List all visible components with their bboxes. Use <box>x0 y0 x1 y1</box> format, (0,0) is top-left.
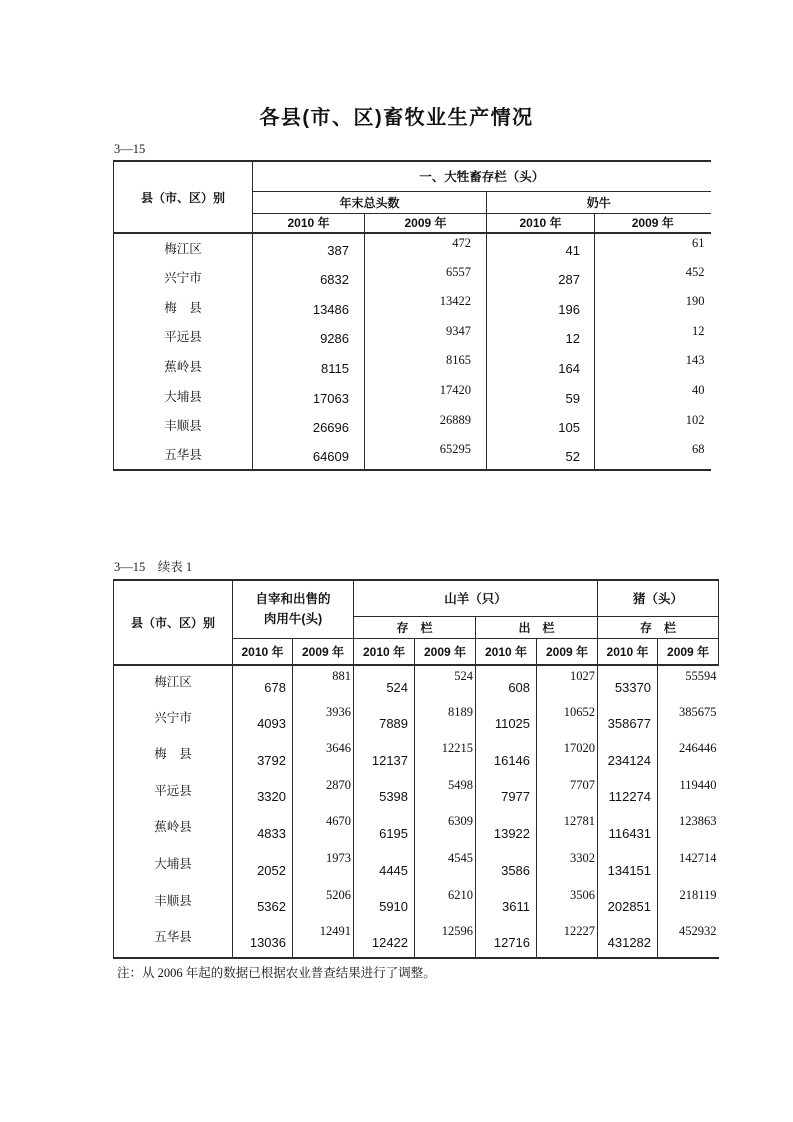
subgroup-header-inventory: 存 栏 <box>598 616 719 638</box>
year-header: 2010 年 <box>598 638 658 665</box>
table-row <box>114 665 719 702</box>
subgroup-header-slaughtered: 出 栏 <box>476 616 598 638</box>
data-cell: 13922 <box>476 811 537 848</box>
data-cell: 55594 <box>658 665 719 702</box>
data-cell: 1027 <box>537 665 598 702</box>
data-cell: 5362 <box>233 885 293 922</box>
data-cell: 5910 <box>354 885 415 922</box>
table-row <box>114 738 719 775</box>
group-header-beef-cattle <box>233 580 354 638</box>
data-cell: 6195 <box>354 811 415 848</box>
table-row <box>114 381 711 411</box>
data-cell: 68 <box>595 440 711 470</box>
data-cell: 190 <box>595 292 711 322</box>
table-row <box>114 440 711 470</box>
data-cell: 3611 <box>476 885 537 922</box>
data-cell: 385675 <box>658 702 719 739</box>
year-header: 2009 年 <box>595 213 711 233</box>
table-row <box>114 411 711 441</box>
data-cell: 3646 <box>293 738 354 775</box>
table-row <box>114 233 711 263</box>
data-cell: 678 <box>233 665 293 702</box>
footnote: 注：从 2006 年起的数据已根据农业普查结果进行了调整。 <box>117 966 436 980</box>
data-cell: 524 <box>354 665 415 702</box>
county-cell: 梅 县 <box>154 747 192 762</box>
year-header: 2010 年 <box>233 638 293 665</box>
county-cell: 五华县 <box>164 447 202 462</box>
table2-label: 3—15 续表 1 <box>114 560 193 574</box>
data-cell: 3586 <box>476 848 537 885</box>
group-header-goats: 山羊（只） <box>354 580 598 616</box>
subgroup-header-dairy: 奶牛 <box>487 191 711 213</box>
data-cell: 4445 <box>354 848 415 885</box>
table-row <box>114 322 711 352</box>
data-cell: 13486 <box>253 292 365 322</box>
data-cell: 134151 <box>598 848 658 885</box>
data-cell: 5206 <box>293 885 354 922</box>
table-row <box>114 775 719 812</box>
data-cell: 12215 <box>415 738 476 775</box>
data-cell: 142714 <box>658 848 719 885</box>
data-cell: 202851 <box>598 885 658 922</box>
data-cell: 12137 <box>354 738 415 775</box>
data-cell: 6832 <box>253 263 365 293</box>
data-cell: 11025 <box>476 702 537 739</box>
year-header: 2009 年 <box>658 638 719 665</box>
subgroup-header-inventory: 存 栏 <box>354 616 476 638</box>
data-cell: 8165 <box>365 351 487 381</box>
data-cell: 53370 <box>598 665 658 702</box>
data-cell: 112274 <box>598 775 658 812</box>
data-cell: 10652 <box>537 702 598 739</box>
year-header: 2010 年 <box>476 638 537 665</box>
table-livestock-main <box>113 160 711 471</box>
data-cell: 6309 <box>415 811 476 848</box>
table-row <box>114 811 719 848</box>
county-cell: 梅江区 <box>164 241 202 256</box>
data-cell: 881 <box>293 665 354 702</box>
data-cell: 234124 <box>598 738 658 775</box>
year-header: 2009 年 <box>365 213 487 233</box>
data-cell: 3320 <box>233 775 293 812</box>
table-row <box>114 351 711 381</box>
data-cell: 9286 <box>253 322 365 352</box>
data-cell: 358677 <box>598 702 658 739</box>
data-cell: 5398 <box>354 775 415 812</box>
year-header: 2010 年 <box>354 638 415 665</box>
data-cell: 12 <box>487 322 595 352</box>
county-cell: 兴宁市 <box>154 710 192 725</box>
data-cell: 3792 <box>233 738 293 775</box>
county-cell: 平远县 <box>154 783 192 798</box>
data-cell: 102 <box>595 411 711 441</box>
table-row <box>114 885 719 922</box>
data-cell: 7977 <box>476 775 537 812</box>
data-cell: 17020 <box>537 738 598 775</box>
data-cell: 3506 <box>537 885 598 922</box>
data-cell: 3936 <box>293 702 354 739</box>
data-cell: 4545 <box>415 848 476 885</box>
data-cell: 16146 <box>476 738 537 775</box>
table1-label: 3—15 <box>114 142 146 156</box>
data-cell: 7889 <box>354 702 415 739</box>
table-row <box>114 702 719 739</box>
data-cell: 524 <box>415 665 476 702</box>
data-cell: 6210 <box>415 885 476 922</box>
data-cell: 105 <box>487 411 595 441</box>
data-cell: 452932 <box>658 921 719 958</box>
data-cell: 64609 <box>253 440 365 470</box>
data-cell: 2052 <box>233 848 293 885</box>
data-cell: 13422 <box>365 292 487 322</box>
table-row <box>114 263 711 293</box>
data-cell: 5498 <box>415 775 476 812</box>
year-header: 2009 年 <box>537 638 598 665</box>
data-cell: 431282 <box>598 921 658 958</box>
page-title: 各县(市、区)畜牧业生产情况 <box>259 107 534 129</box>
group-header-line: 自宰和出售的 <box>255 592 331 607</box>
county-cell: 大埔县 <box>154 856 192 871</box>
year-header: 2010 年 <box>253 213 365 233</box>
county-cell: 梅 县 <box>164 300 202 315</box>
data-cell: 2870 <box>293 775 354 812</box>
data-cell: 12422 <box>354 921 415 958</box>
county-cell: 丰顺县 <box>164 419 202 434</box>
data-cell: 12716 <box>476 921 537 958</box>
county-cell: 兴宁市 <box>164 271 202 286</box>
county-cell: 丰顺县 <box>154 893 192 908</box>
data-cell: 9347 <box>365 322 487 352</box>
county-cell: 蕉岭县 <box>154 820 192 835</box>
county-cell: 五华县 <box>154 930 192 945</box>
data-cell: 452 <box>595 263 711 293</box>
data-cell: 6557 <box>365 263 487 293</box>
county-cell: 蕉岭县 <box>164 359 202 374</box>
data-cell: 26696 <box>253 411 365 441</box>
table-livestock-continued <box>113 579 719 959</box>
data-cell: 4833 <box>233 811 293 848</box>
data-cell: 287 <box>487 263 595 293</box>
data-cell: 3302 <box>537 848 598 885</box>
data-cell: 246446 <box>658 738 719 775</box>
header-row <box>114 580 719 616</box>
data-cell: 12491 <box>293 921 354 958</box>
data-cell: 40 <box>595 381 711 411</box>
group-header-line: 肉用牛(头) <box>263 612 323 627</box>
data-cell: 61 <box>595 233 711 263</box>
table-row <box>114 921 719 958</box>
data-cell: 26889 <box>365 411 487 441</box>
group-header-large-livestock: 一、大牲畜存栏（头） <box>253 161 711 191</box>
data-cell: 12596 <box>415 921 476 958</box>
data-cell: 13036 <box>233 921 293 958</box>
data-cell: 387 <box>253 233 365 263</box>
county-cell: 大埔县 <box>164 389 202 404</box>
data-cell: 164 <box>487 351 595 381</box>
group-header-pigs: 猪（头） <box>598 580 719 616</box>
data-cell: 8115 <box>253 351 365 381</box>
data-cell: 12227 <box>537 921 598 958</box>
data-cell: 123863 <box>658 811 719 848</box>
data-cell: 218119 <box>658 885 719 922</box>
year-header: 2010 年 <box>487 213 595 233</box>
subgroup-header-total: 年末总头数 <box>253 191 487 213</box>
data-cell: 4670 <box>293 811 354 848</box>
data-cell: 608 <box>476 665 537 702</box>
data-cell: 12 <box>595 322 711 352</box>
data-cell: 12781 <box>537 811 598 848</box>
data-cell: 472 <box>365 233 487 263</box>
header-row <box>114 161 711 191</box>
data-cell: 8189 <box>415 702 476 739</box>
county-cell: 平远县 <box>164 330 202 345</box>
data-cell: 17063 <box>253 381 365 411</box>
table-row <box>114 292 711 322</box>
data-cell: 59 <box>487 381 595 411</box>
year-header: 2009 年 <box>415 638 476 665</box>
data-cell: 52 <box>487 440 595 470</box>
county-cell: 梅江区 <box>154 675 192 689</box>
data-cell: 4093 <box>233 702 293 739</box>
data-cell: 41 <box>487 233 595 263</box>
data-cell: 119440 <box>658 775 719 812</box>
year-header: 2009 年 <box>293 638 354 665</box>
data-cell: 196 <box>487 292 595 322</box>
data-cell: 143 <box>595 351 711 381</box>
data-cell: 17420 <box>365 381 487 411</box>
column-header-region: 县（市、区）别 <box>114 580 233 665</box>
data-cell: 116431 <box>598 811 658 848</box>
data-cell: 65295 <box>365 440 487 470</box>
data-cell: 7707 <box>537 775 598 812</box>
data-cell: 1973 <box>293 848 354 885</box>
column-header-region: 县（市、区）别 <box>114 161 253 233</box>
table-row <box>114 848 719 885</box>
